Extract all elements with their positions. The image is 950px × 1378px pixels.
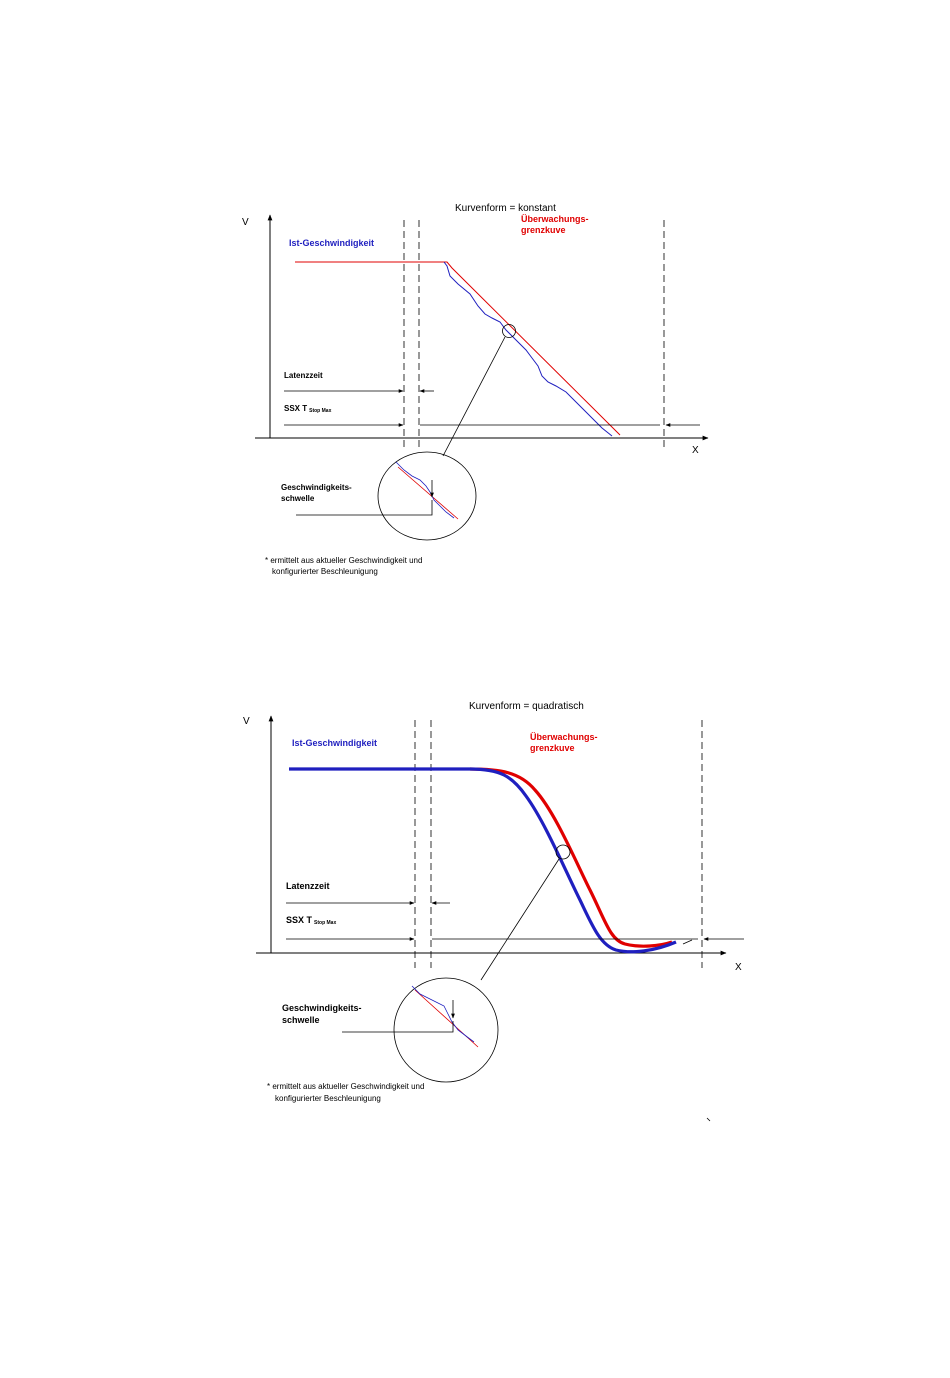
diagram1-threshold-label-2: schwelle	[281, 494, 315, 503]
diagram1-threshold-label-1: Geschwindigkeits-	[281, 483, 352, 492]
diagram1-ssx-label: SSX T Stop Max	[284, 404, 332, 414]
diagram2-limit-label-2: grenzkuve	[530, 743, 575, 753]
diagram1-title: Kurvenform = konstant	[455, 203, 556, 214]
diagram1-note-1: * ermittelt aus aktueller Geschwindigkeit und	[265, 556, 423, 565]
diagram2-latency-label: Latenzzeit	[286, 881, 330, 891]
diagram1-limit-curve	[295, 262, 620, 435]
diagram2-x-axis-label: X	[735, 962, 742, 973]
diagram1-actual-speed-curve	[444, 262, 612, 436]
diagram2-zoom-actual-curve	[412, 986, 474, 1042]
diagram1-note-2: konfigurierter Beschleunigung	[272, 567, 378, 576]
diagram-konstant	[242, 203, 708, 576]
diagram1-zoom-limit-curve	[398, 467, 458, 519]
diagram1-zoom-marker	[503, 325, 516, 338]
diagram1-latency-label: Latenzzeit	[284, 371, 323, 380]
stray-mark	[707, 1118, 710, 1121]
diagram1-zoom-circle	[378, 452, 476, 540]
diagram2-actual-speed-label: Ist-Geschwindigkeit	[292, 738, 378, 748]
diagram2-zoom-limit-curve	[415, 990, 478, 1047]
diagram1-threshold-leader	[296, 500, 432, 515]
diagram-quadratisch	[243, 701, 744, 1121]
diagram2-note-1: * ermittelt aus aktueller Geschwindigkeit und	[267, 1082, 425, 1091]
diagram2-threshold-label-2: schwelle	[282, 1015, 320, 1025]
diagram2-limit-curve	[470, 769, 672, 946]
diagram2-title: Kurvenform = quadratisch	[469, 701, 584, 712]
diagram2-limit-label-1: Überwachungs-	[530, 732, 598, 742]
diagram2-zoom-connector	[481, 859, 559, 980]
diagram1-actual-speed-label: Ist-Geschwindigkeit	[289, 238, 375, 248]
diagram2-zoom-circle	[394, 978, 498, 1082]
diagram2-curve-tick	[683, 940, 692, 944]
diagram2-threshold-label-1: Geschwindigkeits-	[282, 1003, 362, 1013]
diagram2-note-2: konfigurierter Beschleunigung	[275, 1094, 381, 1103]
diagram2-ssx-label: SSX T Stop Max	[286, 915, 337, 926]
diagram1-x-axis-label: X	[692, 445, 699, 456]
diagram2-v-axis-label: V	[243, 716, 250, 727]
diagram1-v-axis-label: V	[242, 217, 249, 228]
diagram1-limit-label-2: grenzkuve	[521, 225, 566, 235]
diagram2-threshold-leader	[342, 1021, 453, 1032]
diagram1-limit-label-1: Überwachungs-	[521, 214, 589, 224]
diagram2-actual-speed-curve	[289, 769, 676, 952]
